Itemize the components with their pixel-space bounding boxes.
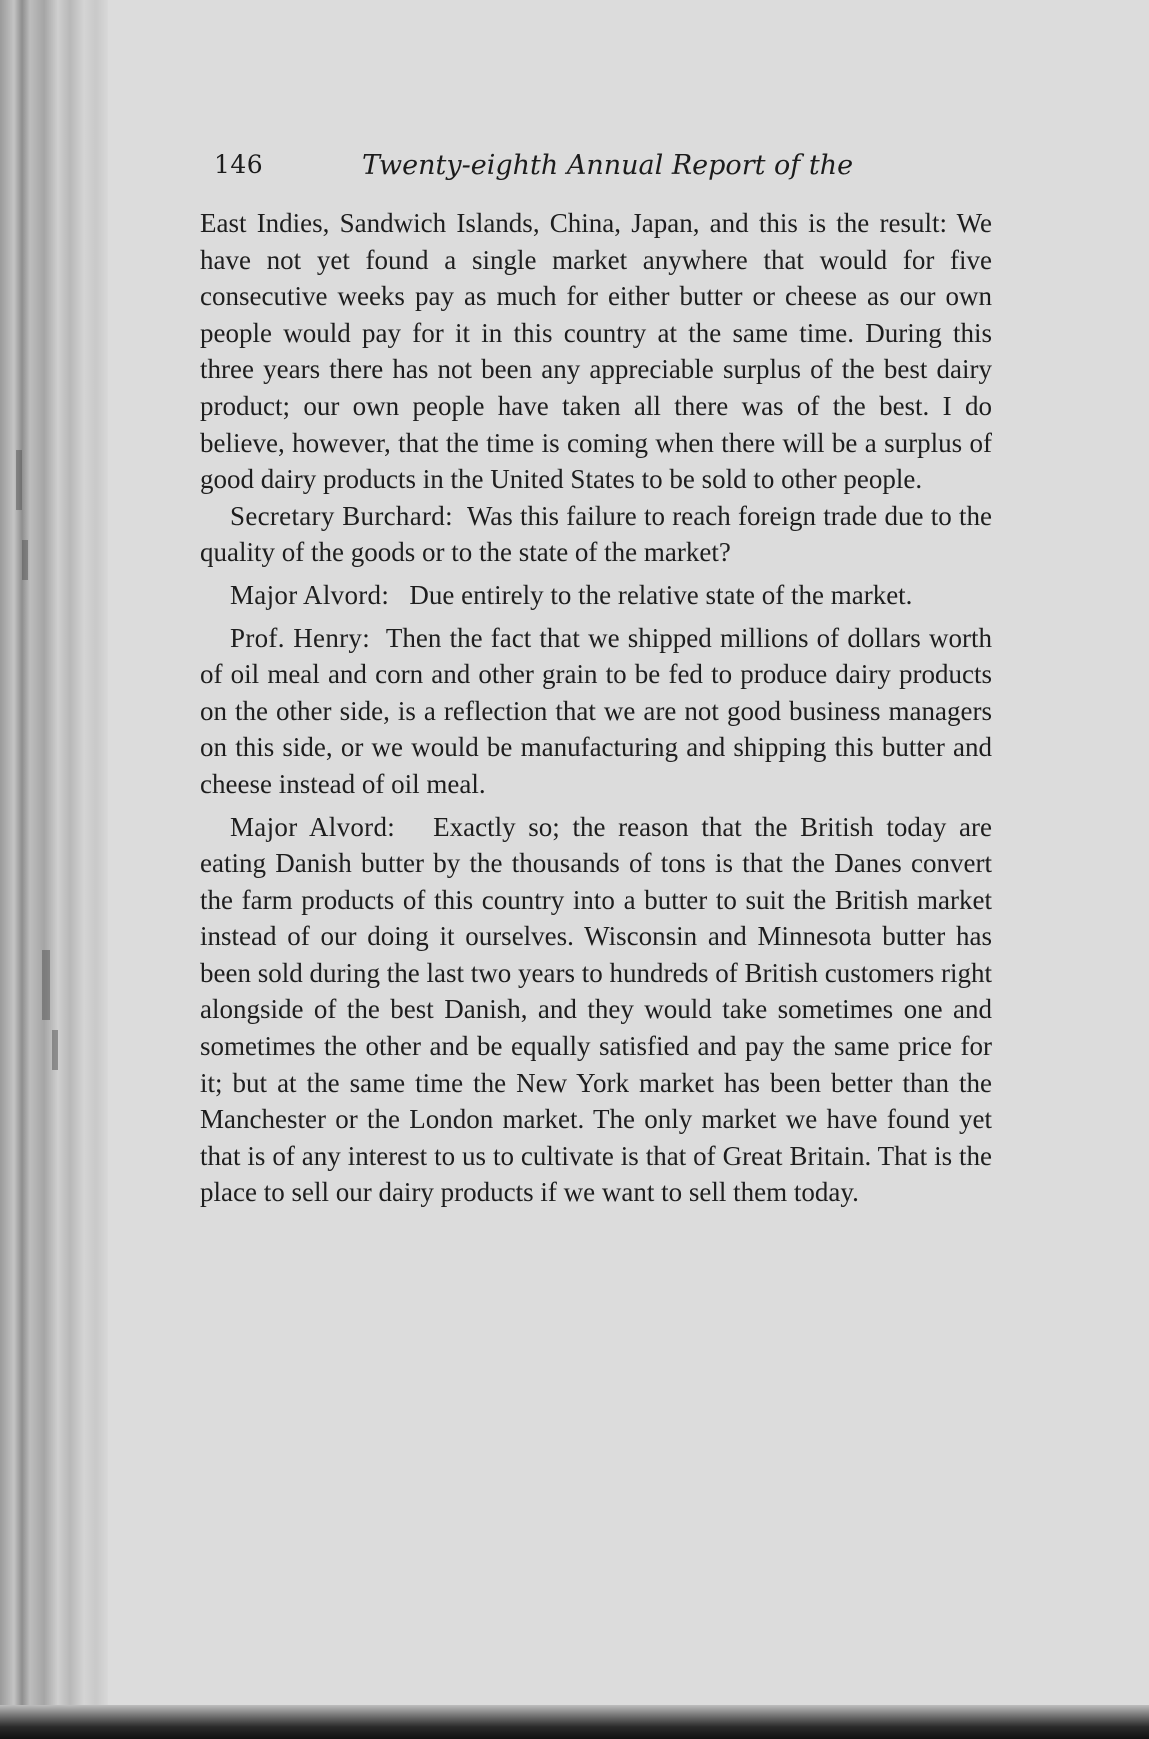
running-title: Twenty-eighth Annual Report of the — [362, 150, 854, 181]
speech-text: Due entirely to the relative state of the market. — [409, 579, 913, 610]
body-text — [200, 205, 992, 1211]
page-bottom-shadow — [0, 1705, 1149, 1739]
speech-text: Was this failure to reach foreign trade due to the quality of the goods or to the state of the market? — [200, 500, 992, 568]
binding-marks — [12, 430, 72, 1110]
paragraph-continuation: East Indies, Sandwich Islands, China, Japan, and this is the result: We have not yet found a single market anywhere that would for five consecutive weeks pay as much for either butter or cheese as our own people would pay for it in this country at the same time. During this three years there has not been any appreciable surplus of the best dairy product; our own people have taken all there was of the best. I do believe, however, that the time is coming when there will be a surplus of good dairy products in the United States to be sold to other people. — [200, 208, 992, 495]
speaker-name: Secretary Burchard: — [230, 500, 453, 531]
speech-text: Exactly so; the reason that the British today are eating Danish butter by the thousands of tons is that the Danes convert the farm products of this country into a butter to suit the British market instead of our doing it ourselves. Wisconsin and Minnesota butter has been sold during the last two years to hundreds of British customers right alongside of the best Danish, and they would take sometimes one and sometimes the other and be equally satisfied and pay the same price for it; but at the same time the New York market has been better than the Manchester or the London market. The only market we have found yet that is of any interest to us to cultivate is that of Great Britain. That is the place to sell our dairy products if we want to sell them today. — [200, 811, 992, 1208]
running-header — [214, 150, 974, 194]
book-binding-edge — [0, 0, 108, 1739]
paragraph-alvord-2 — [200, 809, 992, 1212]
speaker-name: Major Alvord: — [230, 579, 390, 610]
page-number: 146 — [214, 150, 264, 179]
paragraph-henry — [200, 620, 992, 803]
paragraph-burchard — [200, 498, 992, 571]
speaker-name: Prof. Henry: — [230, 622, 371, 653]
speech-text: Then the fact that we shipped millions of dollars worth of oil meal and corn and other grain to be fed to produce dairy products on the other side, is a reflection that we are not good business managers on this side, or we would be manufacturing and shipping this butter and cheese instead of oil meal. — [200, 622, 992, 799]
speaker-name: Major Alvord: — [230, 811, 396, 842]
paragraph-alvord-1 — [200, 577, 992, 614]
